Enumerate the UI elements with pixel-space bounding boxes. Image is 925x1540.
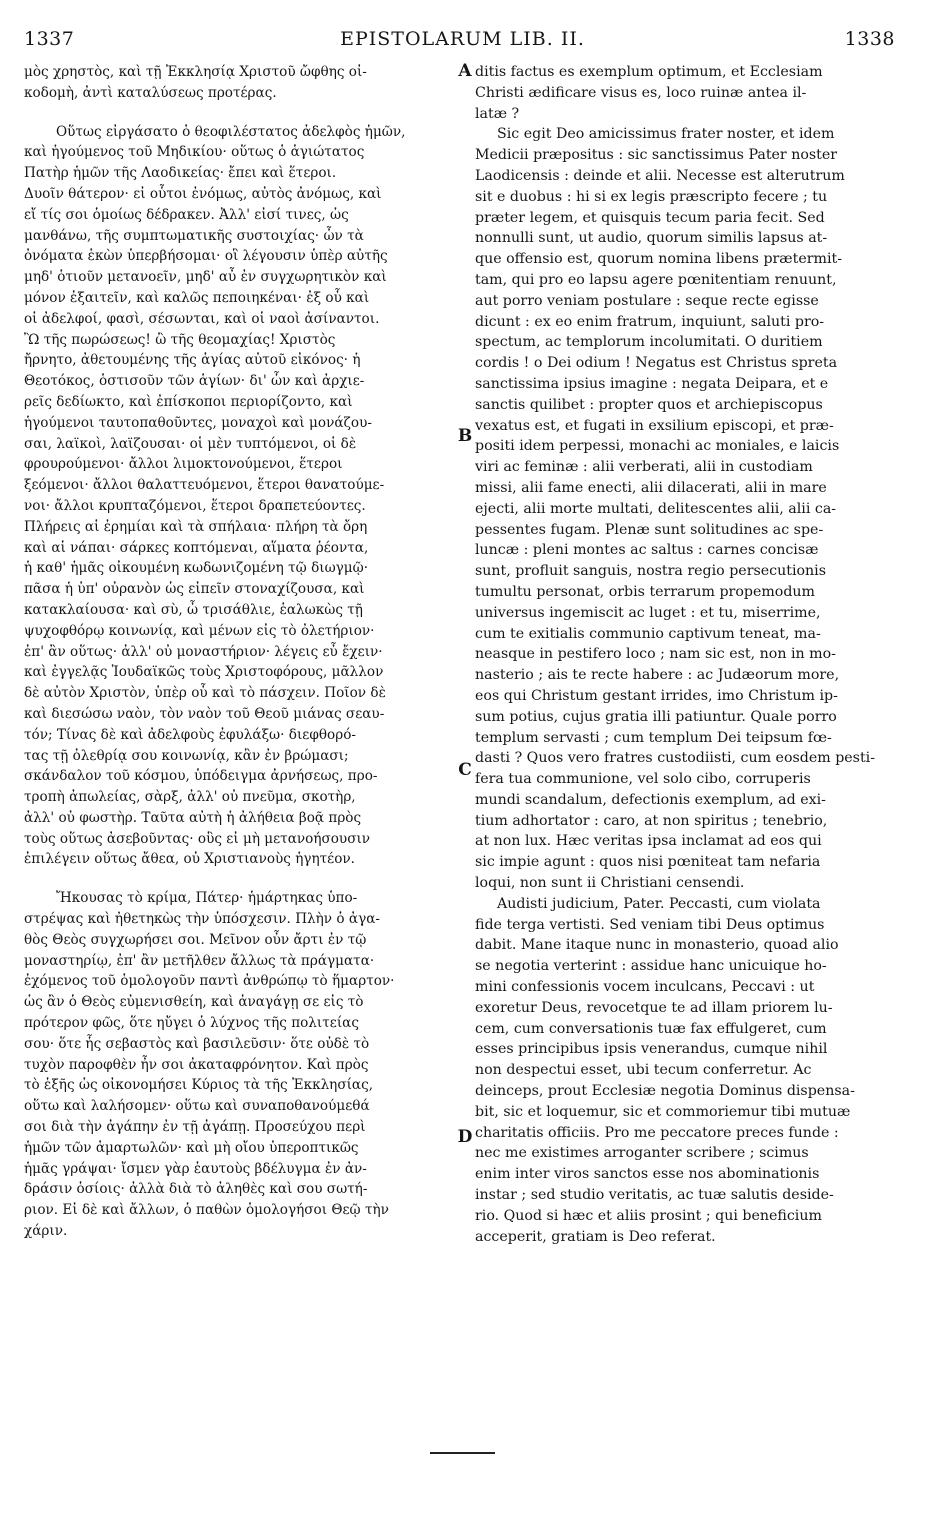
latin-line: positi idem perpessi, monachi ac moniales, e laicis	[475, 438, 840, 455]
greek-line: ἐπ' ἂν οὕτως· ἀλλ' οὐ μοναστήριον· λέγεις εὖ ἔχειν·	[24, 643, 383, 660]
greek-line: Οὕτως εἰργάσατο ὁ θεοφιλέστατος ἀδελφὸς ἡμῶν,	[56, 123, 406, 140]
greek-line: τροπὴ ἀπωλείας, σὰρξ, ἀλλ' οὐ πνεῦμα, σκοτὴρ,	[24, 789, 356, 806]
greek-line: τὸ ἑξῆς ὡς οἰκονομήσει Κύριος τὰ τῆς Ἐκκλησίας,	[24, 1077, 374, 1094]
latin-line: tium adhortator : caro, at non spiritus ; tenebrio,	[475, 812, 828, 829]
greek-line: ὡς ἂν ὁ Θεὸς εὐμενισθείη, καὶ ἀναγάγῃ σε εἰς τὸ	[24, 994, 364, 1011]
latin-line: ditis factus es exemplum optimum, et Ecclesiam	[475, 64, 823, 80]
latin-line: cordis ! o Dei odium ! Negatus est Christus spreta	[475, 355, 838, 372]
greek-line: δὲ αὐτὸν Χριστὸν, ὑπὲρ οὗ καὶ τὸ πάσχειν. Ποῖον δὲ	[24, 685, 386, 702]
latin-line: acceperit, gratiam is Deo referat.	[475, 1228, 716, 1245]
latin-line: Christi ædificare visus es, loco ruinæ antea il-	[475, 84, 807, 101]
latin-line: tumultu personat, orbis terrarum propemodum	[475, 583, 816, 600]
latin-line: mundi scandalum, defectionis exemplum, ad exi-	[475, 791, 826, 808]
greek-line: τόν; Τίνας δὲ καὶ ἀδελφοὺς ἐφυλάξω· διεφθορό-	[24, 726, 356, 743]
latin-column	[475, 62, 888, 1247]
greek-paragraph-1	[24, 62, 454, 104]
latin-line: luncæ : pleni montes ac saltus : carnes concisæ	[475, 542, 819, 559]
latin-line: charitatis officiis. Pro me peccatore preces funde :	[475, 1124, 839, 1141]
latin-line: at non lux. Hæc veritas ipsa inclamat ad eos qui	[475, 833, 822, 850]
latin-line: cum te exitialis communio captivum teneat, ma-	[475, 625, 821, 642]
greek-line: Θεοτόκος, ὁστισοῦν τῶν ἁγίων· δι' ὧν καὶ ἀρχιε-	[24, 373, 365, 390]
latin-line: que offensio est, quorum nomina libens prætermit-	[475, 251, 843, 268]
greek-line: κατακλαίουσα· καὶ σὺ, ὦ τρισάθλιε, ἑαλωκὼς τῇ	[24, 601, 363, 618]
greek-line: Δυοῖν θάτερον· εἰ οὗτοι ἐνόμως, αὐτὸς ἀνόμως, καὶ	[24, 185, 382, 202]
latin-line: neasque in pestifero loco ; nam sic est, non in mo-	[475, 646, 836, 663]
running-title: EPISTOLARUM LIB. II.	[340, 28, 585, 50]
latin-line: spectum, ac templorum incolumitati. O duritiem	[475, 334, 823, 351]
greek-line: δράσιν ὁσίοις· ἀλλὰ διὰ τὸ ἀληθὲς καὶ σου σωτή-	[24, 1181, 368, 1198]
greek-line: ὀνόματα ἑκὼν ὑπερβήσομαι· οἳ λέγουσιν ὑπὲρ αὐτῆς	[24, 248, 388, 265]
greek-column	[24, 62, 454, 1242]
latin-line: fide terga vertisti. Sed veniam tibi Deus optimus	[475, 916, 825, 933]
latin-line: mini confessionis vocem inculcans, Peccavi : ut	[475, 979, 815, 996]
greek-line: τυχὸν παροφθὲν ἦν σοι ἀκαταφρόνητον. Καὶ πρὸς	[24, 1056, 369, 1073]
latin-line: esses principibus ipsis venerandus, cumque nihil	[475, 1041, 828, 1058]
greek-line: ἤρνητο, ἀθετουμένης τῆς ἁγίας αὐτοῦ εἰκόνος· ἡ	[24, 352, 361, 369]
greek-line: χάριν.	[24, 1223, 68, 1240]
section-marker-a: A	[458, 61, 472, 81]
greek-line: ἐχόμενος τοῦ ὁμολογοῦν παντὶ ἀνθρώπῳ τὸ ἥμαρτον·	[24, 973, 395, 990]
latin-line: dicunt : ex eo enim fratrum, inquiunt, saluti pro-	[475, 313, 825, 330]
latin-line: Medicii præpositus : sic sanctissimus Pater noster	[475, 147, 838, 164]
latin-line: nonnulli sunt, ut audio, quorum similis lapsus at-	[475, 230, 828, 247]
latin-line: ejecti, alii morte multati, delitescentes alii, alii ca-	[475, 500, 837, 517]
greek-line: τας τῇ ὀλεθρίᾳ σου κοινωνίᾳ, κἂν ἐν βρώμασι;	[24, 747, 349, 764]
greek-line: καὶ διεσώσω ναὸν, τὸν ναὸν τοῦ Θεοῦ μιάνας σεαυ-	[24, 705, 385, 722]
latin-line: dasti ? Quos vero fratres custodiisti, cum eosdem pesti-	[475, 750, 875, 767]
greek-line: πᾶσα ἡ ὑπ' οὐρανὸν ὡς εἰπεῖν στοναχίζουσα, καὶ	[24, 581, 365, 598]
latin-line: se negotia verterint : assidue hanc unicuique ho-	[475, 958, 827, 975]
latin-line: sit e duobus : hi si ex legis præscripto fecere ; tu	[475, 188, 828, 205]
latin-line: Sic egit Deo amicissimus frater noster, et idem	[497, 126, 835, 143]
greek-line: στρέψας καὶ ἠθετηκὼς τὴν ὑπόσχεσιν. Πλὴν ὁ ἀγα-	[24, 911, 380, 928]
latin-line: eos qui Christum gestant irrides, imo Christum ip-	[475, 687, 838, 704]
greek-line: καὶ αἱ νάπαι· σάρκες κοπτόμεναι, αἵματα ῥέοντα,	[24, 539, 369, 556]
greek-line: ρεῖς δεδίωκτο, καὶ ἐπίσκοποι περιορίζοντο, καὶ	[24, 393, 353, 410]
latin-line: dabit. Mane itaque nunc in monasterio, quoad alio	[475, 937, 839, 954]
latin-line: viri ac feminæ : alii verberati, alii in custodiam	[475, 459, 813, 476]
latin-line: Laodicensis : deinde et alii. Necesse est alterutrum	[475, 167, 845, 184]
greek-line: Ὢ τῆς πωρώσεως! ὢ τῆς θεομαχίας! Χριστὸς	[24, 331, 336, 348]
latin-line: templum servasti ; cum templum Dei teipsum fœ-	[475, 729, 832, 746]
greek-line: οὕτω καὶ λαλήσομεν· οὕτω καὶ συναποθανούμεθά	[24, 1098, 370, 1115]
greek-line: φρουρούμενοι· ἄλλοι λιμοκτονούμενοι, ἕτεροι	[24, 456, 343, 473]
latin-line: vexatus est, et fugati in exsilium episcopi, et præ-	[475, 417, 834, 434]
greek-line: εἴ τίς σοι ὁμοίως δέδρακεν. Ἀλλ' εἰσί τινες, ὡς	[24, 206, 349, 223]
greek-line: οἱ ἀδελφοί, φασὶ, σέσωνται, καὶ οἱ ναοὶ ἀσίναντοι.	[24, 310, 380, 327]
greek-line: ἡμῶν τῶν ἁμαρτωλῶν· καὶ μὴ οἴου ὑπεροπτικῶς	[24, 1139, 359, 1156]
greek-line: Ἤκουσας τὸ κρίμα, Πάτερ· ἡμάρτηκας ὑπο-	[56, 890, 358, 907]
latin-paragraph-3	[475, 894, 888, 1248]
latin-line: enim inter viros sanctos esse nos abominationis	[475, 1166, 820, 1183]
latin-line: non despectui esset, ubi tecum conferretur. Ac	[475, 1062, 812, 1079]
left-page-number: 1337	[24, 28, 75, 50]
section-marker-d: D	[457, 1127, 473, 1147]
latin-line: missi, alii fame enecti, alii dilacerati, alii in mare	[475, 479, 827, 496]
latin-line: deinceps, prout Ecclesiæ negotia Dominus dispensa-	[475, 1083, 855, 1100]
section-marker-b: B	[457, 426, 473, 446]
end-rule	[430, 1452, 495, 1454]
latin-line: præter legem, et quisquis tecum paria fecit. Sed	[475, 209, 825, 226]
latin-line: Audisti judicium, Pater. Peccasti, cum violata	[497, 895, 821, 912]
latin-line: instar ; sed studio veritatis, ac tuæ salutis deside-	[475, 1187, 834, 1204]
latin-line: exoretur Deus, revocetque te ad illam priorem lu-	[475, 999, 833, 1016]
greek-line: σου· ὅτε ἧς σεβαστὸς καὶ βασιλεῦσιν· ὅτε οὐδὲ τὸ	[24, 1035, 370, 1052]
greek-line: πρότερον φῶς, ὅτε ηὔγει ὁ λύχνος τῆς πολιτείας	[24, 1015, 359, 1032]
greek-line: καὶ ἡγούμενος τοῦ Μηδικίου· οὕτως ὁ ἁγιώτατος	[24, 144, 365, 161]
greek-paragraph-2	[24, 122, 454, 871]
right-page-number: 1338	[844, 28, 895, 50]
greek-line: μὸς χρηστὸς, καὶ τῇ Ἐκκλησίᾳ Χριστοῦ ὤφθης οἰ-	[24, 64, 367, 80]
greek-line: Πλήρεις αἱ ἐρημίαι καὶ τὰ σπήλαια· πλήρη τὰ ὄρη	[24, 518, 368, 535]
greek-line: ἡ καθ' ἡμᾶς οἰκουμένη κωδωνιζομένη τῷ διωγμῷ·	[24, 560, 369, 577]
greek-line: κοδομὴ, ἀντὶ καταλύσεως προτέρας.	[24, 84, 277, 101]
latin-line: rio. Quod si hæc et aliis prosint ; qui beneficium	[475, 1207, 822, 1224]
latin-line: cem, cum conversationis tuæ fax effulgeret, cum	[475, 1020, 827, 1037]
latin-line: latæ ?	[475, 105, 520, 122]
greek-line: μανθάνω, τῆς συμπτωματικῆς συστοιχίας· ὧν τὰ	[24, 227, 364, 244]
greek-line: μοναστηρίῳ, ἐπ' ἂν μετῆλθεν ἄλλως τὰ πράγματα·	[24, 952, 375, 969]
greek-line: ἡγούμενοι ταυτοπαθοῦντες, μοναχοὶ καὶ μονάζου-	[24, 414, 372, 431]
greek-line: θὸς Θεὸς συγχωρήσει σοι. Μεῖνον οὖν ἄρτι ἐν τῷ	[24, 931, 367, 948]
greek-line: σοι διὰ τὴν ἀγάπην ἐν τῇ ἀγάπῃ. Προσεύχου περὶ	[24, 1119, 366, 1136]
latin-line: sum potius, cujus gratia illi patiuntur. Quale porro	[475, 708, 837, 725]
latin-line: bit, sic et loquemur, sic et commoriemur tibi mutuæ	[475, 1103, 851, 1120]
greek-line: ψυχοφθόρῳ κοινωνίᾳ, καὶ μένων εἰς τὸ ὀλετήριον·	[24, 622, 375, 639]
greek-line: τοὺς οὕτως ἀσεβοῦντας· οὓς εἰ μὴ μετανοήσουσιν	[24, 830, 371, 847]
latin-paragraph-1	[475, 62, 888, 124]
greek-line: ἡμᾶς γράψαι· ἴσμεν γὰρ ἑαυτοὺς βδέλυγμα ἐν ἀν-	[24, 1160, 367, 1177]
latin-line: sanctis quilibet : propter quos et archiepiscopus	[475, 396, 823, 413]
greek-line: Πατὴρ ἡμῶν τῆς Λαοδικείας· ἔπει καὶ ἕτεροι.	[24, 165, 337, 182]
latin-line: universus ingemiscit ac luget : et tu, miserrime,	[475, 604, 821, 621]
latin-line: aut porro veniam postulare : seque recte egisse	[475, 292, 819, 309]
greek-line: ἐπιλέγειν οὕτως ἄθεα, οὐ Χριστιανοὺς ἡγητέον.	[24, 851, 355, 868]
greek-line: νοι· ἄλλοι κρυπταζόμενοι, ἕτεροι δραπετεύοντες.	[24, 497, 366, 514]
greek-line: μηδ' ὁτιοῦν μετανοεῖν, μηδ' αὖ ἐν συγχωρητικὸν καὶ	[24, 269, 387, 286]
latin-line: sic impie agunt : quos nisi pœniteat tam nefaria	[475, 854, 821, 871]
latin-line: sanctissima ipsius imagine : negata Deipara, et e	[475, 375, 829, 392]
latin-line: pessentes fugam. Plenæ sunt solitudines ac spe-	[475, 521, 824, 538]
greek-line: ριον. Εἰ δὲ καὶ ἄλλων, ὁ παθὼν ὁμολογήσοι Θεῷ τὴν	[24, 1202, 389, 1219]
section-marker-c: C	[458, 760, 472, 780]
greek-line: σαι, λαϊκοὶ, λαϊζουσαι· οἱ μὲν τυπτόμενοι, οἱ δὲ	[24, 435, 357, 452]
greek-paragraph-3	[24, 888, 454, 1242]
greek-line: ξεόμενοι· ἄλλοι θαλαττευόμενοι, ἕτεροι θανατούμε-	[24, 477, 385, 494]
latin-line: loqui, non sunt ii Christiani censendi.	[475, 875, 745, 892]
greek-line: καὶ ἐγγελᾷς Ἰουδαϊκῶς τοὺς Χριστοφόρους, μᾶλλον	[24, 664, 384, 681]
greek-line: σκάνδαλον τοῦ κόσμου, ὑπόδειγμα ἀρνήσεως, προ-	[24, 768, 378, 785]
latin-line: tam, qui pro eo lapsu agere pœnitentiam renuunt,	[475, 271, 837, 288]
latin-line: fera tua communione, vel solo cibo, corruperis	[475, 771, 811, 788]
latin-line: sunt, profluit sanguis, nostra regio persecutionis	[475, 563, 826, 580]
latin-line: nec me existimes arroganter scribere ; scimus	[475, 1145, 809, 1162]
latin-paragraph-2	[475, 124, 888, 893]
latin-line: nasterio ; ais te recte habere : ac Judæorum more,	[475, 667, 840, 684]
greek-line: μόνον ἐξαιτεῖν, καὶ καλῶς πεποιηκέναι· ἐξ οὗ καὶ	[24, 289, 370, 306]
greek-line: ἀλλ' οὐ φωστὴρ. Ταῦτα αὐτὴ ἡ ἀλήθεια βοᾷ πρὸς	[24, 809, 362, 826]
